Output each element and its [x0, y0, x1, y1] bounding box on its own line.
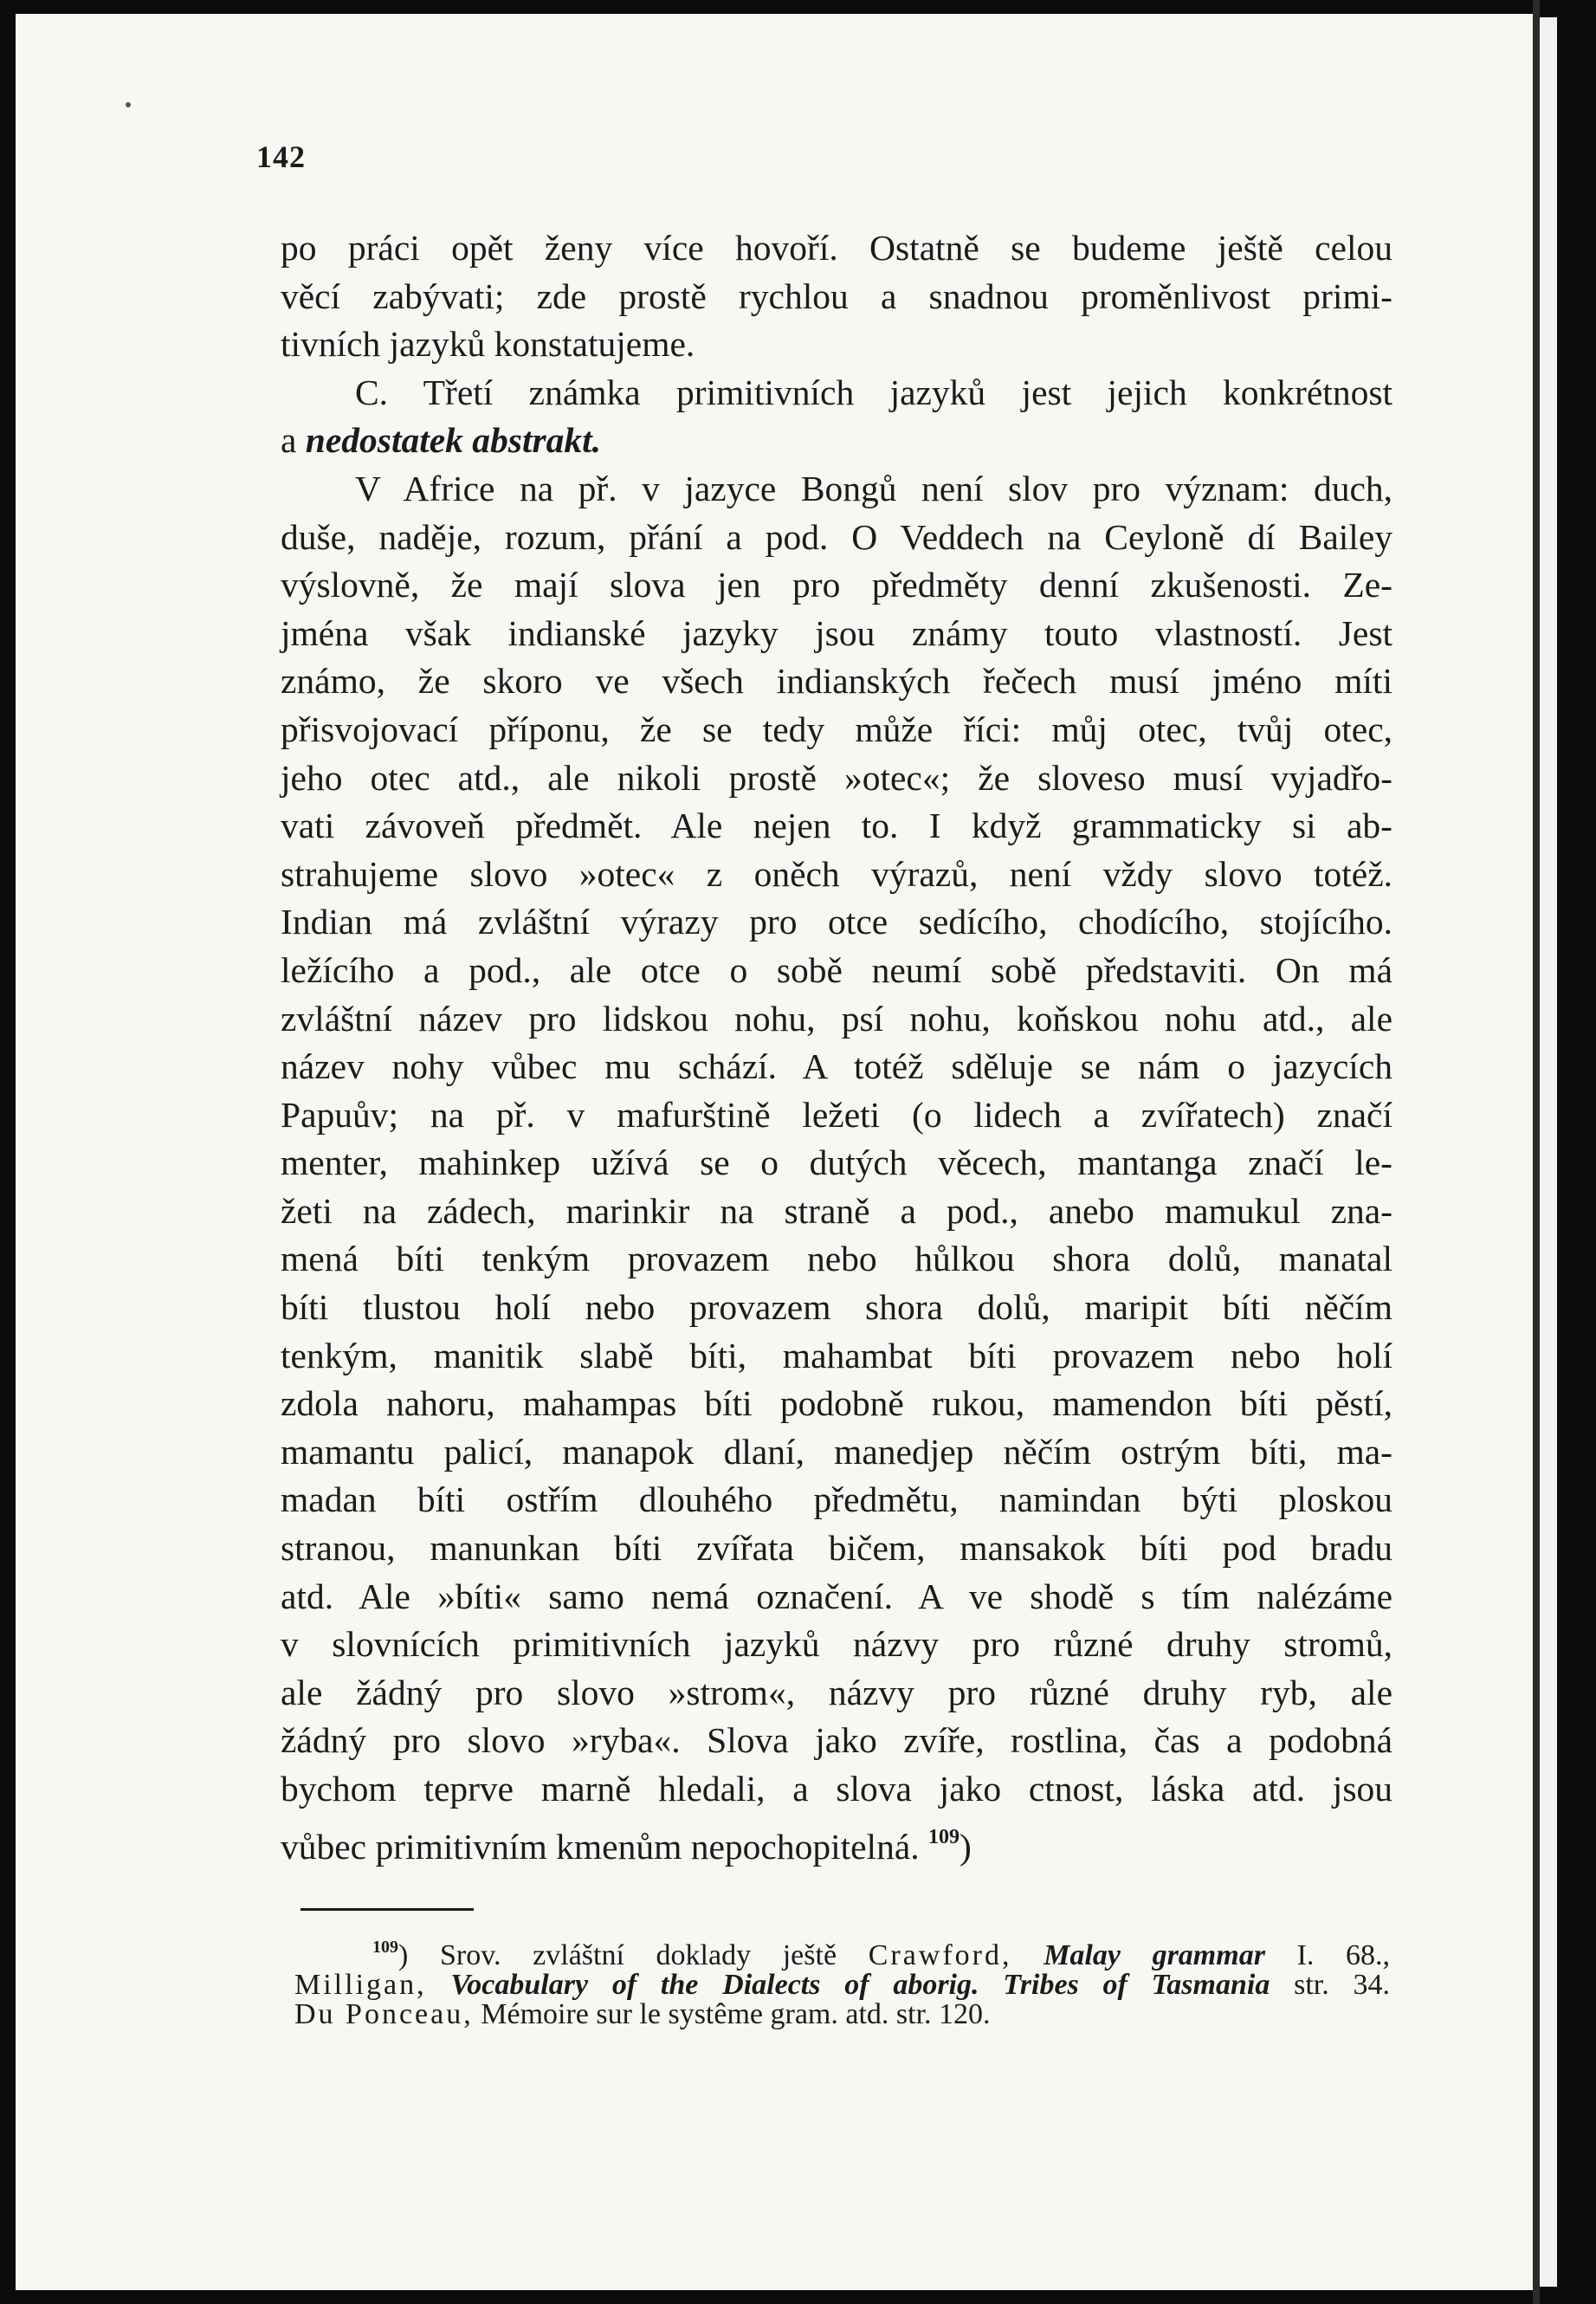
footnote-reference: 109 [928, 1825, 960, 1848]
text-line: jména však indianské jazyky jsou známy touto vlastností. Jest [281, 612, 1392, 653]
text-fragment: a [281, 420, 297, 461]
text-line: strahujeme slovo »otec« z oněch výrazů, není vždy slovo totéž. [281, 853, 1392, 894]
text-line: jeho otec atd., ale nikoli prostě »otec«; že sloveso musí vyjadřo- [281, 757, 1392, 798]
scan-speck [126, 102, 131, 107]
page-edge-shadow [1533, 0, 1540, 2304]
author-name: Crawford, [868, 1939, 1012, 1971]
text-line: přisvojovací příponu, že se tedy může říci: můj otec, tvůj otec, [281, 709, 1392, 749]
text-line: madan bíti ostřím dlouhého předmětu, namindan býti ploskou [281, 1479, 1392, 1520]
text-line: známo, že skoro ve všech indianských řečech musí jméno míti [281, 661, 1392, 702]
text-line: žádný pro slovo »ryba«. Slova jako zvíře, rostlina, čas a podobná [281, 1720, 1392, 1761]
footnote-marker-paren: ) [398, 1939, 409, 1971]
text-line: Papuův; na př. v mafurštině ležeti (o lidech a zvířatech) značí [281, 1094, 1392, 1135]
footnote-line [294, 2000, 1390, 2029]
text-line: ale žádný pro slovo »strom«, názvy pro různé druhy ryb, ale [281, 1672, 1392, 1712]
text-line: atd. Ale »bíti« samo nemá označení. A ve shodě s tím nalézáme [281, 1576, 1392, 1616]
footnote-text: Mémoire sur le systême gram. atd. str. 120. [481, 1998, 991, 2030]
body-text [281, 224, 1392, 1871]
text-line: v slovnících primitivních jazyků názvy pro různé druhy stromů, [281, 1624, 1392, 1665]
text-line: Indian má zvláštní výrazy pro otce sedícího, chodícího, stojícího. [281, 902, 1392, 942]
next-page-edge [1540, 17, 1557, 2287]
emphasis-text: nedostatek abstrakt. [305, 420, 602, 461]
text-line: mamantu palicí, manapok dlaní, manedjep něčím ostrým bíti, ma- [281, 1431, 1392, 1472]
text-line: stranou, manunkan bíti zvířata bičem, mansakok bíti pod bradu [281, 1528, 1392, 1569]
text-line: název nohy vůbec mu schází. A totéž sděluje se nám o jazycích [281, 1046, 1392, 1087]
footnote-text: I. 68., [1296, 1939, 1391, 1971]
text-line: věcí zabývati; zde prostě rychlou a snadnou proměnlivost primi- [281, 275, 1392, 316]
text-line [281, 1814, 1392, 1872]
text-fragment: vůbec primitivním kmenům nepochopitelná. [281, 1826, 920, 1867]
text-line: žeti na zádech, marinkir na straně a pod., anebo mamukul zna- [281, 1190, 1392, 1231]
text-line: bychom teprve marně hledali, a slova jako ctnost, láska atd. jsou [281, 1769, 1392, 1809]
text-line: mená bíti tenkým provazem nebo hůlkou shora dolů, manatal [281, 1239, 1392, 1279]
text-line: menter, mahinkep užívá se o dutých věcech, mantanga značí le- [281, 1142, 1392, 1183]
text-line: zdola nahoru, mahampas bíti podobně rukou, mamendon bíti pěstí, [281, 1383, 1392, 1424]
text-line: vati závoveň předmět. Ale nejen to. I když grammaticky si ab- [281, 806, 1392, 846]
footnote-divider [300, 1908, 474, 1911]
text-line: tivních jazyků konstatujeme. [281, 324, 695, 365]
text-line: bíti tlustou holí nebo provazem shora dolů, maripit bíti něčím [281, 1287, 1392, 1328]
footnote [294, 1932, 1390, 2029]
author-name: Du Ponceau, [294, 1998, 474, 2030]
footnote-line [294, 1971, 1390, 2000]
text-line: V Africe na př. v jazyce Bongů není slov pro význam: duch, [355, 468, 1392, 508]
author-name: Milligan, [294, 1969, 427, 2001]
footnote-text: str. 34. [1294, 1969, 1391, 2001]
text-line: duše, naděje, rozum, přání a pod. O Veddech na Ceyloně dí Bailey [281, 516, 1392, 557]
footnote-marker: 109 [372, 1938, 398, 1957]
footnote-line [294, 1932, 1390, 1971]
text-line [281, 417, 1392, 465]
work-title: Malay grammar [1044, 1939, 1265, 1971]
text-line: ležícího a pod., ale otce o sobě neumí sobě představiti. On má [281, 949, 1392, 990]
text-line: zvláštní název pro lidskou nohu, psí nohu, koňskou nohu atd., ale [281, 998, 1392, 1039]
text-line: výslovně, že mají slova jen pro předměty denní zkušenosti. Ze- [281, 565, 1392, 605]
text-line: C. Třetí známka primitivních jazyků jest jejich konkrétnost [355, 372, 1392, 412]
page-number: 142 [256, 139, 306, 174]
work-title: Vocabulary of the Dialects of aborig. Tribes of Tasmania [450, 1969, 1270, 2001]
footnote-reference-paren: ) [960, 1826, 972, 1867]
text-line: tenkým, manitik slabě bíti, mahambat bíti provazem nebo holí [281, 1335, 1392, 1375]
footnote-text: Srov. zvláštní doklady ještě [439, 1939, 837, 1971]
text-line: po práci opět ženy více hovoří. Ostatně se budeme ještě celou [281, 228, 1392, 268]
